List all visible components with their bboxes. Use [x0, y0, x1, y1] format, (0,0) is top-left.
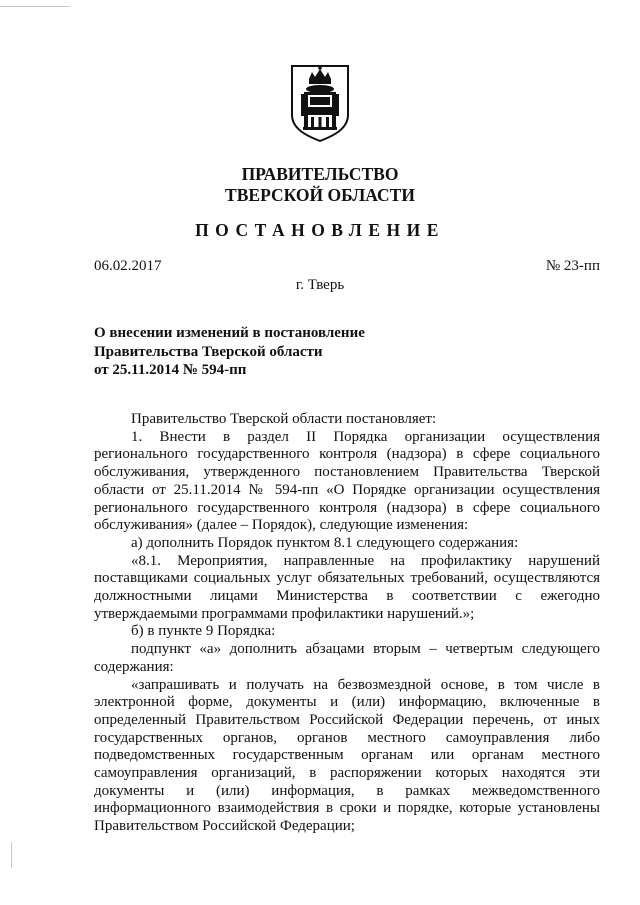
- org-title-line2: ТВЕРСКОЙ ОБЛАСТИ: [225, 185, 415, 205]
- body-paragraph-7: «запрашивать и получать на безвозмездной основе, в том числе в электронной форме, документы и (или) информацию, включенные в определенный Правительством Российской Федерации перечень, от иных государственных органов, органов местного самоуправления либо подведомственных государственным органам или органам местного самоуправления организаций, в распоряжении которых находятся эти документы и (или) информация, в рамках межведомственного информационного взаимодействия в сроки и порядке, которые установлены Правительством Российской Федерации;: [94, 676, 600, 835]
- doc-date: 06.02.2017: [94, 258, 162, 274]
- tver-coat-of-arms-icon: [289, 63, 351, 143]
- doc-type-title: ПОСТАНОВЛЕНИЕ: [195, 220, 445, 240]
- body-paragraph-6: подпункт «а» дополнить абзацами вторым – четвертым следующего содержания:: [94, 641, 600, 675]
- doc-number: № 23-пп: [545, 258, 600, 274]
- body-paragraph-2: 1. Внести в раздел II Порядка организации осуществления регионального государственного контроля (надзора) в сфере социального обслуживания, утвержденного постановлением Правительства Тверской области от 25.11.2014 № 594-пп «О Порядке организации осуществления регионального государственного контроля (надзора) в сфере социального обслуживания» (далее – Порядок), следующие изменения:: [94, 428, 600, 534]
- body-paragraph-4: «8.1. Мероприятия, направленные на профилактику нарушений поставщиками социальных услуг обязательных требований, осуществляются должностными лицами Министерства в соответствии с ежегодно утверждаемыми программами профилактики нарушений.»;: [94, 552, 600, 622]
- doc-city: г. Тверь: [295, 277, 345, 293]
- doc-subject-line2: Правительства Тверской области: [94, 343, 323, 360]
- body-paragraph-3: а) дополнить Порядок пунктом 8.1 следующего содержания:: [131, 534, 519, 551]
- org-title-line1: ПРАВИТЕЛЬСТВО: [241, 164, 399, 184]
- doc-body: [94, 411, 600, 836]
- doc-subject-line1: О внесении изменений в постановление: [94, 325, 365, 341]
- scan-edge-mark-top: [0, 6, 70, 7]
- body-paragraph-5: б) в пункте 9 Порядка:: [131, 623, 276, 640]
- body-paragraph-1: Правительство Тверской области постановляет:: [131, 411, 437, 427]
- doc-subject-line3: от 25.11.2014 № 594-пп: [94, 362, 247, 378]
- doc-subject: [94, 324, 365, 380]
- scan-edge-mark-left: [11, 842, 12, 868]
